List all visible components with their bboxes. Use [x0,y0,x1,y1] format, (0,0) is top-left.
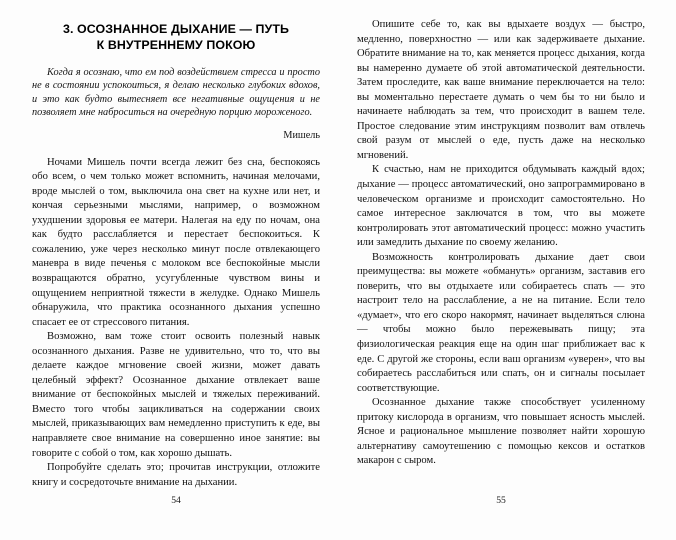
paragraph: К счастью, нам не приходится обдумывать каждый вдох; дыхание — процесс автоматический, оно запрограммировано в человеческом организме и происходит самостоятельно. Но самое интересное заключатся в том, что вы можете контролировать этот автоматический процесс: можно участить или замедлить дыхание по своему желанию. [357,164,645,249]
paragraph: Осознанное дыхание также способствует усиленному притоку кислорода в организм, что повышает ясность мыслей. Ясное и рациональное мышление позволяет найти хорошую альтернативу самоутешению с помощью кексов и остатков макарон с сыром. [357,397,645,467]
epigraph-text: Когда я осознаю, что ем под воздействием стресса и просто не в состоянии успокоиться, я делаю несколько глубоких вдохов, и это как будто вытесняет все негативные ощущения и не позволяет мне наброситься на очередную порцию мороженого. [32,67,320,119]
chapter-heading-line-1: 3. ОСОЗНАННОЕ ДЫХАНИЕ — ПУТЬ [62,22,290,36]
chapter-heading-line-2: К ВНУТРЕННЕМУ ПОКОЮ [96,37,256,52]
paragraph: Опишите себе то, как вы вдыхаете воздух — быстро, медленно, поверхностно — или как задерживаете дыхание. Обратите внимание на то, как меняется процесс дыхания, когда вы намеренно думаете об этой автоматической деятельности. Затем проследите, как ваше внимание переключается на тело: вы моментально перестаете думать о чем бы то ни было и начинаете наблюдать за тем, что происходит в вашем теле. Простое следование этим инструкциям позволит вам отвлечь свой разум от мыслей о еде, пусть даже на несколько мгновений. [357,19,645,161]
paragraph: Ночами Мишель почти всегда лежит без сна, беспокоясь обо всем, о чем только может вспомнить, начиная мелочами, вроде мыслей о том, выключила она свет на кухне или нет, и кончая серьезными мыслями, например, о возможном ухудшении здоровья ее матери. Налегая на еду по ночам, она как будто расслабляется и перестает беспокоиться. К сожалению, уже через несколько минут после отвлекающего маневра в виде печенья с молоком все беспокойные мысли возвращаются обратно, усугубленные чувством вины и ощущением неприятной тяжести в желудке. Однако Мишель обнаружила, что практика осознанного дыхания успешно спасает ее от стрессового питания. [32,156,320,328]
paragraph: Возможность контролировать дыхание дает свои преимущества: вы можете «обмануть» организм, заставив его поверить, что вы отдыхаете или собираетесь спать — это настроит тело на расслабление, а не на питание. Если тело «думает», что его скоро накормят, начинает выделяться слюна — чтобы можно было пережевывать пищу; эта физиологическая реакция еще на один шаг приближает вас к еде. С другой же стороны, если ваш организм «уверен», что вы собираетесь расслабиться или спать, он и сигналы посылает соответствующие. [357,251,645,394]
page-number-left: 54 [171,495,181,506]
chapter-heading [32,22,320,53]
paragraph: Возможно, вам тоже стоит освоить полезный навык осознанного дыхания. Разве не удивительно, что то, что вы делаете каждое мгновение своей жизни, может давать целебный эффект? Осознанное дыхание отвлекает ваше внимание от беспокойных мыслей и тяжелых переживаний. Вместо того чтобы зацикливаться на содержании своих мыслей, приказывающих вам немедленно приступить к еде, вы направляете свое внимание на совершенно иное занятие: вы говорите с собой о том, как хорошо дышать. [32,331,320,459]
page-number-right: 55 [496,495,506,506]
epigraph-attribution: Мишель [283,129,320,141]
paragraph: Попробуйте сделать это; прочитав инструкции, отложите книгу и сосредоточьте внимание на дыхании. [32,462,320,488]
page-right [338,0,676,540]
